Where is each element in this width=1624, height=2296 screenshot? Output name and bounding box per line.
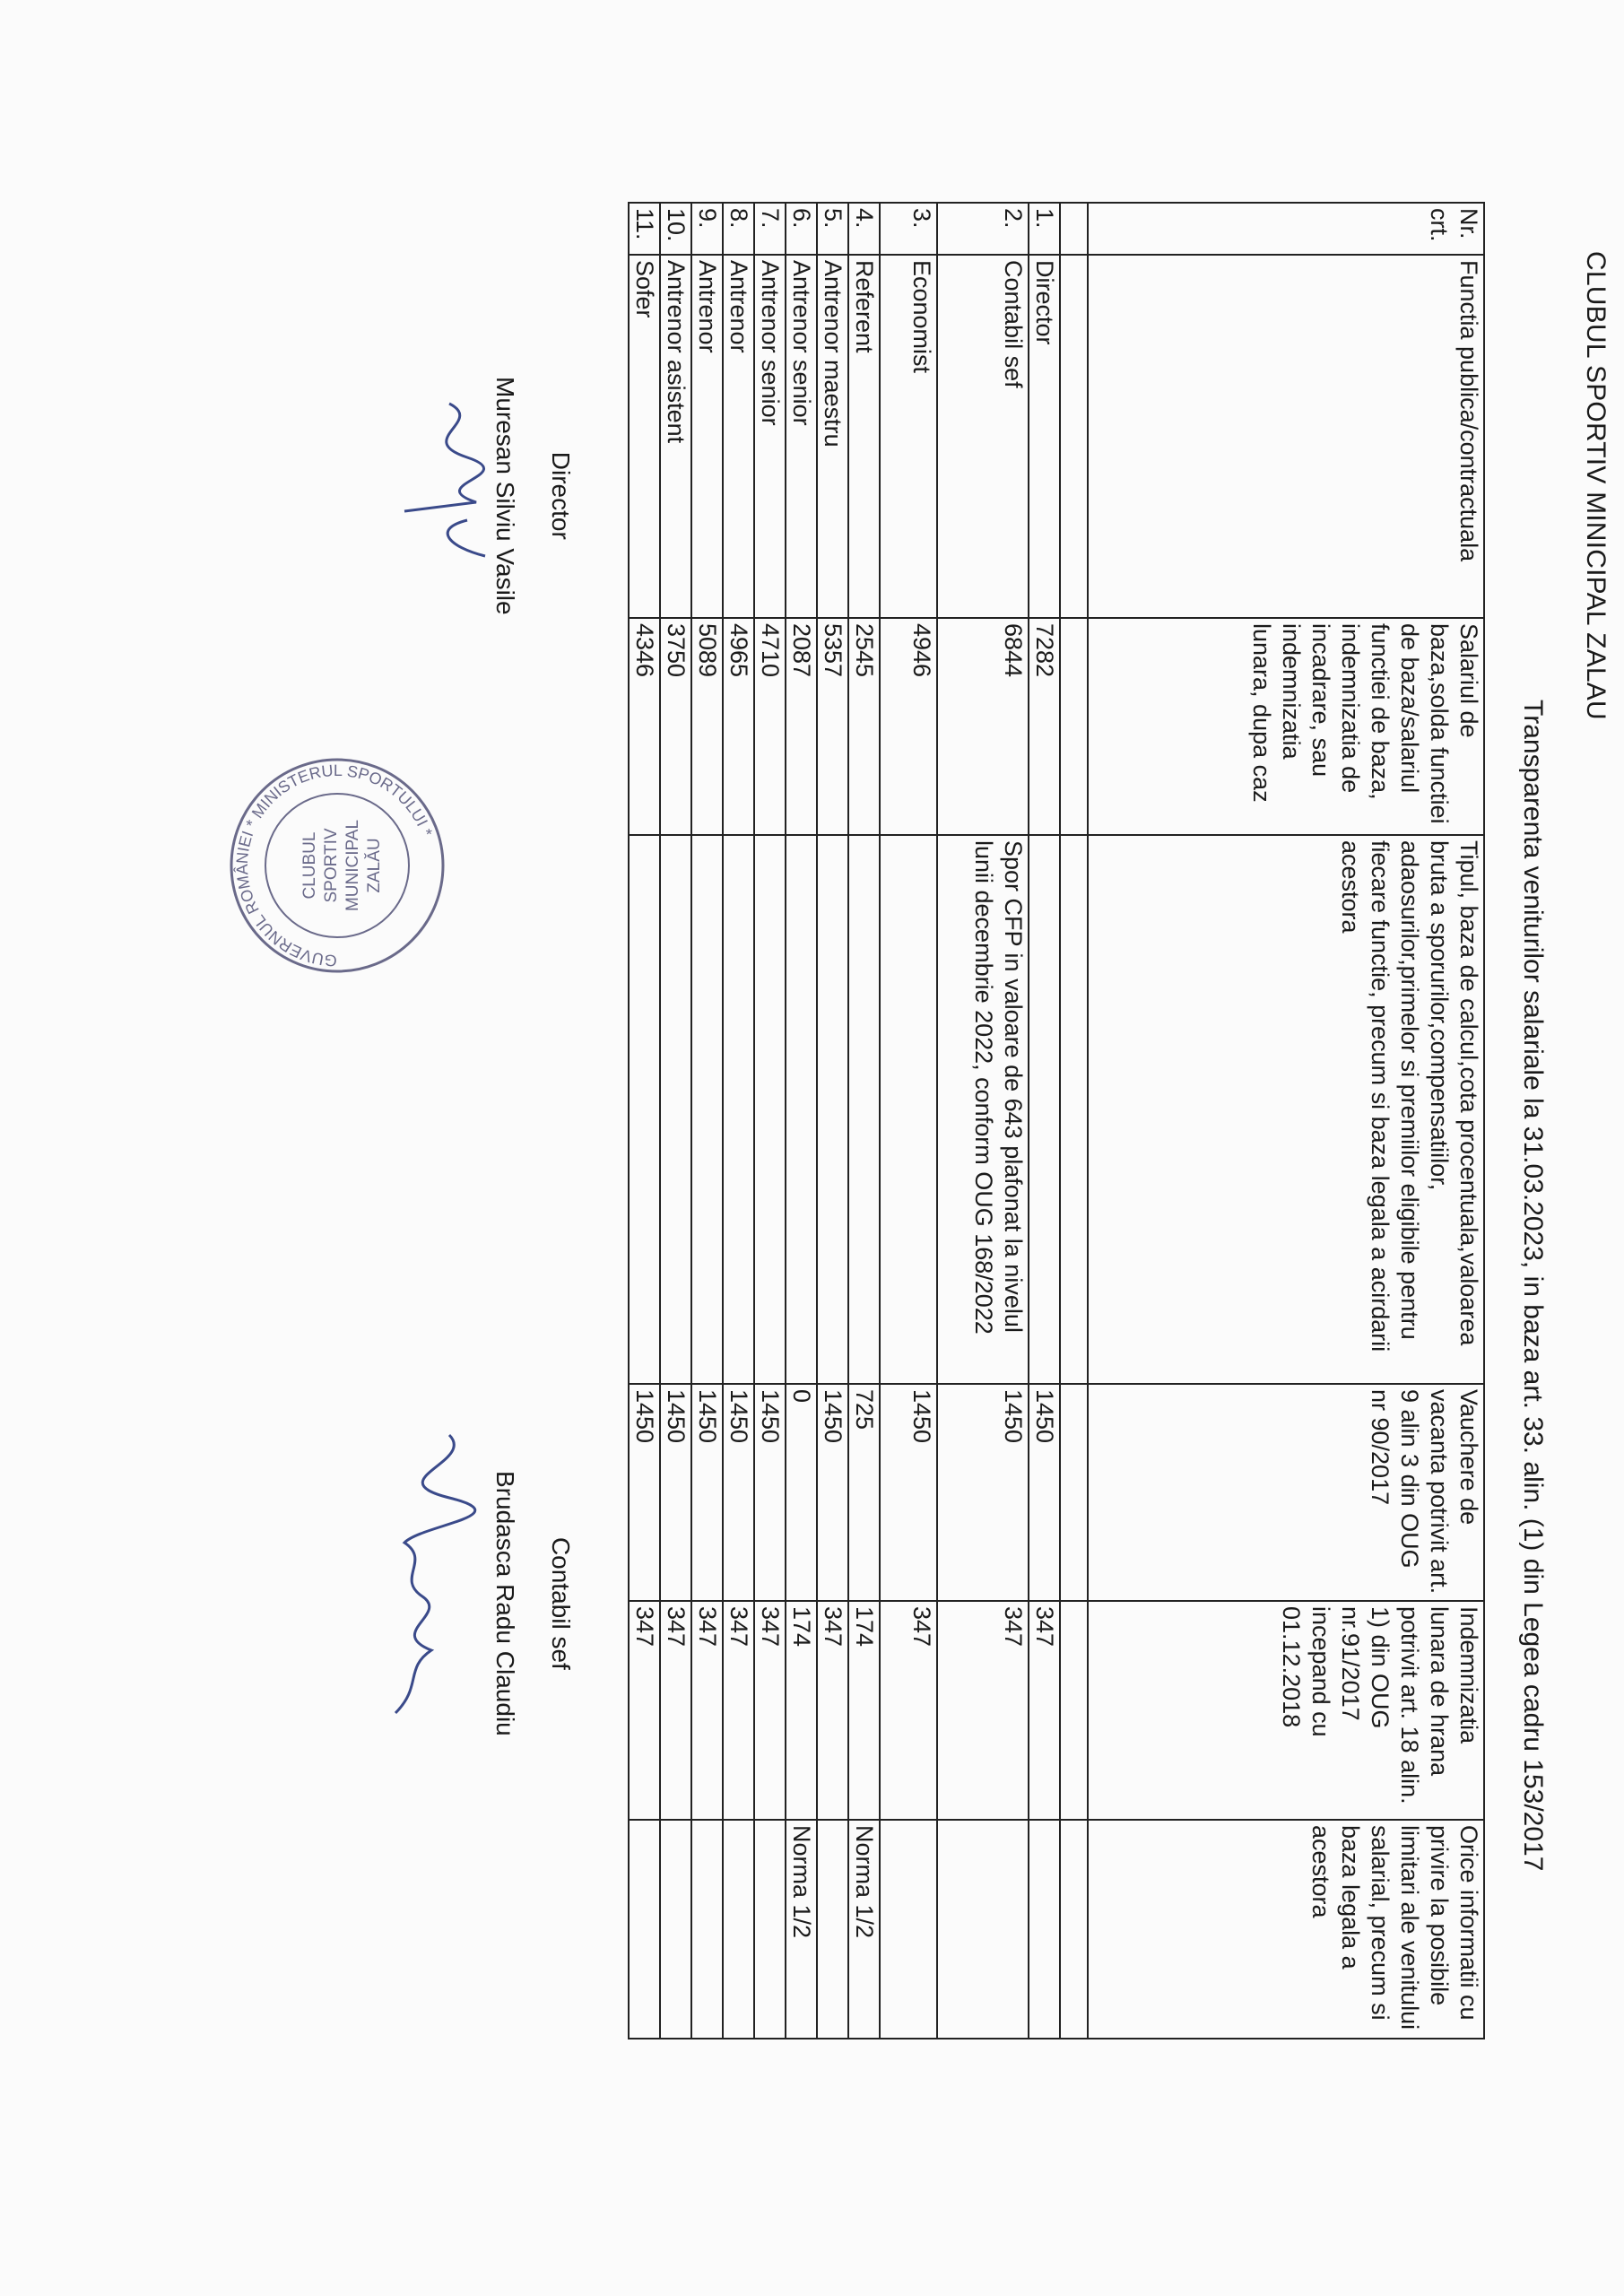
salary-table [628, 202, 1485, 2039]
cell-functia: Contabil sef [937, 255, 1029, 618]
cell-nr: 6. [786, 203, 817, 255]
official-stamp [225, 753, 449, 978]
cell-hrana: 347 [817, 1601, 848, 1820]
cell-vouchere: 0 [786, 1384, 817, 1601]
cell-salariu: 4710 [754, 618, 786, 835]
cell-info [754, 1820, 786, 2039]
cell-vouchere: 1450 [1029, 1384, 1060, 1601]
table-row [691, 203, 723, 2039]
table-row [880, 203, 937, 2039]
cell-salariu: 5357 [817, 618, 848, 835]
cell-salariu: 5089 [691, 618, 723, 835]
table-row [660, 203, 691, 2039]
cell-tipul [1029, 835, 1060, 1384]
header-indemnizatia: Indemnizatia lunara de hrana potrivit art. 18 alin. 1) din OUG nr.91/2017 incepand cu 01.12.2018 [1088, 1601, 1484, 1820]
cell-hrana: 347 [754, 1601, 786, 1820]
cell-salariu: 3750 [660, 618, 691, 835]
cell-vouchere: 1450 [754, 1384, 786, 1601]
cell-tipul [817, 835, 848, 1384]
cell-nr: 8. [723, 203, 754, 255]
signature-role-accountant: Contabil sef [547, 1536, 575, 1670]
cell-info [937, 1820, 1029, 2039]
cell-hrana: 347 [880, 1601, 937, 1820]
cell-nr: 5. [817, 203, 848, 255]
handwritten-signature-accountant [360, 1426, 485, 1731]
header-functia: Functia publica/contractuala [1088, 255, 1484, 618]
cell-functia: Director [1029, 255, 1060, 618]
cell-tipul [786, 835, 817, 1384]
cell-hrana: 347 [937, 1601, 1029, 1820]
signature-name-director: Muresan Silviu Vasile [491, 377, 519, 615]
cell-info [723, 1820, 754, 2039]
signature-name-accountant: Brudasca Radu Claudiu [491, 1471, 519, 1736]
cell-functia: Antrenor [691, 255, 723, 618]
organization-name: CLUBUL SPORTIV MINICIPAL ZALAU [1581, 251, 1611, 720]
cell-tipul [691, 835, 723, 1384]
cell-functia: Antrenor [723, 255, 754, 618]
cell-nr: 2. [937, 203, 1029, 255]
table-row [629, 203, 660, 2039]
cell-hrana: 347 [629, 1601, 660, 1820]
cell-hrana: 347 [723, 1601, 754, 1820]
cell-info: Norma 1/2 [848, 1820, 880, 2039]
cell-info [660, 1820, 691, 2039]
cell-salariu: 2545 [848, 618, 880, 835]
table-row [937, 203, 1029, 2039]
cell-nr: 3. [880, 203, 937, 255]
cell-salariu: 4965 [723, 618, 754, 835]
cell-nr: 11. [629, 203, 660, 255]
cell-functia: Antrenor senior [786, 255, 817, 618]
header-salariul: Salariul de baza,solda functiei de baza/salariul functiei de baza, indemnizatia de incadrare, sau indemnizatia lunara, dupa caz [1088, 618, 1484, 835]
table-row [848, 203, 880, 2039]
cell-tipul [629, 835, 660, 1384]
cell-functia: Antrenor maestru [817, 255, 848, 618]
cell-functia: Sofer [629, 255, 660, 618]
cell-info [691, 1820, 723, 2039]
stamp-outer-text: GUVERNUL ROMÂNIEI * MINISTERUL SPORTULUI * [232, 761, 437, 970]
stamp-inner-line: ZALĂU [365, 838, 384, 893]
document-title: Transparenta veniturilor salariale la 31.03.2023, in baza art. 33. alin. (1) din Legea cadru 153/2017 [1518, 700, 1548, 1872]
svg-text:CLUBULSPORTIVMUNICIPALZALĂU [300, 820, 384, 911]
table-header-row [1088, 203, 1484, 2039]
cell-vouchere: 1450 [629, 1384, 660, 1601]
cell-vouchere: 1450 [660, 1384, 691, 1601]
cell-hrana: 174 [848, 1601, 880, 1820]
cell-tipul [723, 835, 754, 1384]
cell-functia: Antrenor asistent [660, 255, 691, 618]
cell-salariu: 6844 [937, 618, 1029, 835]
cell-salariu: 7282 [1029, 618, 1060, 835]
cell-vouchere: 1450 [817, 1384, 848, 1601]
cell-info: Norma 1/2 [786, 1820, 817, 2039]
table-body [629, 203, 1060, 2039]
cell-nr: 7. [754, 203, 786, 255]
table-row [723, 203, 754, 2039]
header-tipul: Tipul, baza de calcul,cota procentuala,valoarea bruta a sporurilor,compensatiilor, adaosurilor,primelor si premiilor eligibile pentru fiecare functie, precum si baza legala a acirdarii acestora [1088, 835, 1484, 1384]
cell-vouchere: 1450 [937, 1384, 1029, 1601]
cell-tipul: Spor CFP in valoare de 643 plafonat la nivelul lunii decembrie 2022, conform OUG 168/2022 [937, 835, 1029, 1384]
stamp-inner-line: CLUBUL [300, 831, 319, 900]
cell-functia: Antrenor senior [754, 255, 786, 618]
cell-info [817, 1820, 848, 2039]
cell-vouchere: 1450 [880, 1384, 937, 1601]
cell-hrana: 347 [1029, 1601, 1060, 1820]
cell-info [629, 1820, 660, 2039]
table-row [754, 203, 786, 2039]
header-nr: Nr. crt. [1088, 203, 1484, 255]
cell-nr: 9. [691, 203, 723, 255]
stamp-inner-line: MUNICIPAL [343, 819, 362, 912]
stamp-inner-line: SPORTIV [322, 828, 341, 903]
table-spacer-row [1060, 203, 1088, 2039]
header-informatii: Orice informatii cu privire la posibile limitari ale venitului salarial, precum si baza legala a acestora [1088, 1820, 1484, 2039]
cell-functia: Economist [880, 255, 937, 618]
table-row [817, 203, 848, 2039]
header-vouchere: Vauchere de vacanta potrivit art. 9 alin 3 din OUG nr 90/2017 [1088, 1384, 1484, 1601]
table-row [1029, 203, 1060, 2039]
handwritten-signature-director [386, 395, 503, 565]
signature-block-director [491, 377, 575, 615]
cell-tipul [754, 835, 786, 1384]
cell-info [880, 1820, 937, 2039]
signature-role-director: Director [547, 451, 575, 540]
cell-salariu: 4946 [880, 618, 937, 835]
cell-vouchere: 725 [848, 1384, 880, 1601]
cell-nr: 4. [848, 203, 880, 255]
cell-nr: 10. [660, 203, 691, 255]
signature-block-accountant [491, 1471, 575, 1736]
cell-salariu: 2087 [786, 618, 817, 835]
table-row [786, 203, 817, 2039]
cell-hrana: 174 [786, 1601, 817, 1820]
cell-tipul [848, 835, 880, 1384]
cell-hrana: 347 [691, 1601, 723, 1820]
cell-vouchere: 1450 [691, 1384, 723, 1601]
cell-tipul [880, 835, 937, 1384]
cell-tipul [660, 835, 691, 1384]
cell-info [1029, 1820, 1060, 2039]
cell-nr: 1. [1029, 203, 1060, 255]
cell-functia: Referent [848, 255, 880, 618]
cell-vouchere: 1450 [723, 1384, 754, 1601]
cell-salariu: 4346 [629, 618, 660, 835]
cell-hrana: 347 [660, 1601, 691, 1820]
